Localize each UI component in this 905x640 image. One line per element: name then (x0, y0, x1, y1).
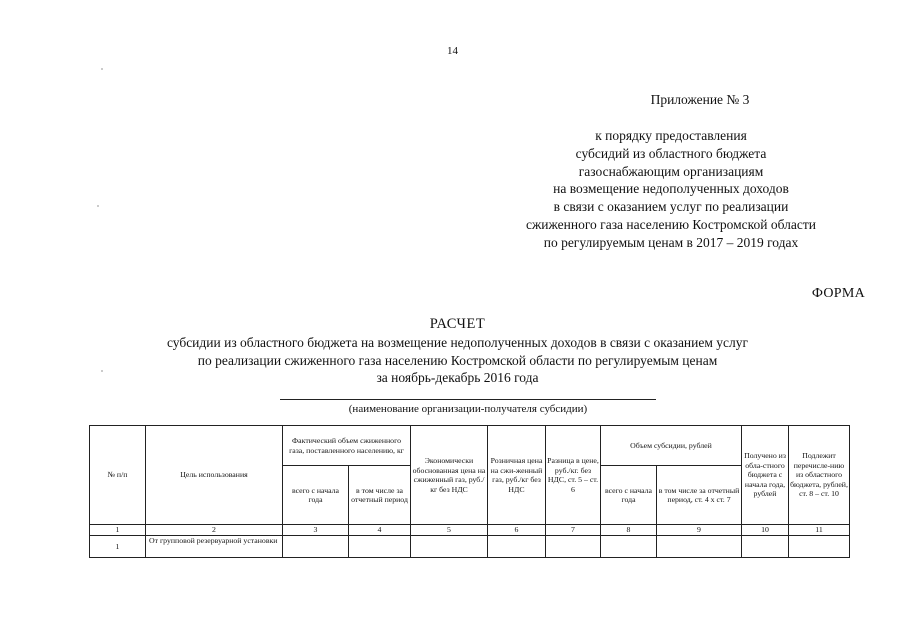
column-number: 3 (283, 525, 349, 536)
column-number: 6 (488, 525, 546, 536)
column-number: 7 (546, 525, 601, 536)
column-number: 8 (601, 525, 657, 536)
organization-name-line (280, 399, 656, 400)
header-incl-reporting-period: в том числе за отчетный период (349, 466, 411, 525)
row-cell (657, 536, 742, 558)
appendix-line: субсидий из областного бюджета (575, 145, 767, 161)
appendix-line: на возмещение недополученных доходов (553, 181, 789, 197)
row-num: 1 (90, 536, 146, 558)
header-subsidy-volume: Объем субсидии, рублей (601, 426, 742, 466)
header-to-transfer: Подлежит перечисле-нию из областного бюджета, рублей, ст. 8 – ст. 10 (789, 426, 850, 525)
appendix-line: сжиженного газа населению Костромской области (525, 216, 817, 232)
subtitle-line: за ноябрь-декабрь 2016 года (376, 370, 539, 385)
header-subsidy-period: в том числе за отчетный период, ст. 4 х ст. 7 (657, 466, 742, 525)
row-cell (411, 536, 488, 558)
appendix-line: в связи с оказанием услуг по реализации (553, 199, 789, 215)
subtitle-line: субсидии из областного бюджета на возмещение недополученных доходов в связи с оказанием услуг (166, 335, 749, 350)
column-number: 9 (657, 525, 742, 536)
column-number: 2 (146, 525, 283, 536)
appendix-line: по регулируемым ценам в 2017 – 2019 годах (543, 234, 799, 250)
column-number-row (90, 525, 850, 536)
column-number: 11 (789, 525, 850, 536)
scan-speck (101, 68, 103, 70)
row-purpose: От групповой резервуарной установки (146, 536, 283, 558)
column-number: 1 (90, 525, 146, 536)
table-row (90, 536, 850, 558)
row-cell (488, 536, 546, 558)
page-number: 14 (447, 45, 458, 57)
column-number: 4 (349, 525, 411, 536)
appendix-title: Приложение № 3 (650, 92, 750, 107)
appendix-line: к порядку предоставления (595, 128, 747, 143)
appendix-line: газоснабжающим организациям (578, 163, 764, 179)
row-cell (789, 536, 850, 558)
scan-speck (97, 205, 99, 207)
row-cell (283, 536, 349, 558)
header-num: № п/п (90, 426, 146, 525)
row-cell (349, 536, 411, 558)
document-subtitle (60, 334, 855, 387)
header-total-from-year-start: всего с начала года (283, 466, 349, 525)
appendix-description (480, 127, 862, 252)
row-cell (601, 536, 657, 558)
column-number: 10 (742, 525, 789, 536)
header-actual-volume: Фактический объем сжиженного газа, поставленного населению, кг (283, 426, 411, 466)
document-title: РАСЧЕТ (429, 316, 486, 332)
row-cell (546, 536, 601, 558)
form-label: ФОРМА (811, 286, 865, 301)
subsidy-calculation-table (89, 425, 850, 558)
header-retail-price: Розничная цена на сжи-женный газ, руб./кг без НДС (488, 426, 546, 525)
header-price-difference: Разница в цене, руб./кг. без НДС, ст. 5 – ст. 6 (546, 426, 601, 525)
organization-name-caption: (наименование организации-получателя субсидии) (348, 403, 588, 415)
column-number: 5 (411, 525, 488, 536)
header-received: Получено из обла-стного бюджета с начала года, рублей (742, 426, 789, 525)
header-row (90, 426, 850, 466)
header-subsidy-total: всего с начала года (601, 466, 657, 525)
header-economic-price: Экономически обоснованная цена на сжиженный газ, руб./кг без НДС (411, 426, 488, 525)
row-cell (742, 536, 789, 558)
header-purpose: Цель использования (146, 426, 283, 525)
subtitle-line: по реализации сжиженного газа населению Костромской области по регулируемым ценам (197, 352, 718, 368)
scan-speck (101, 370, 103, 372)
